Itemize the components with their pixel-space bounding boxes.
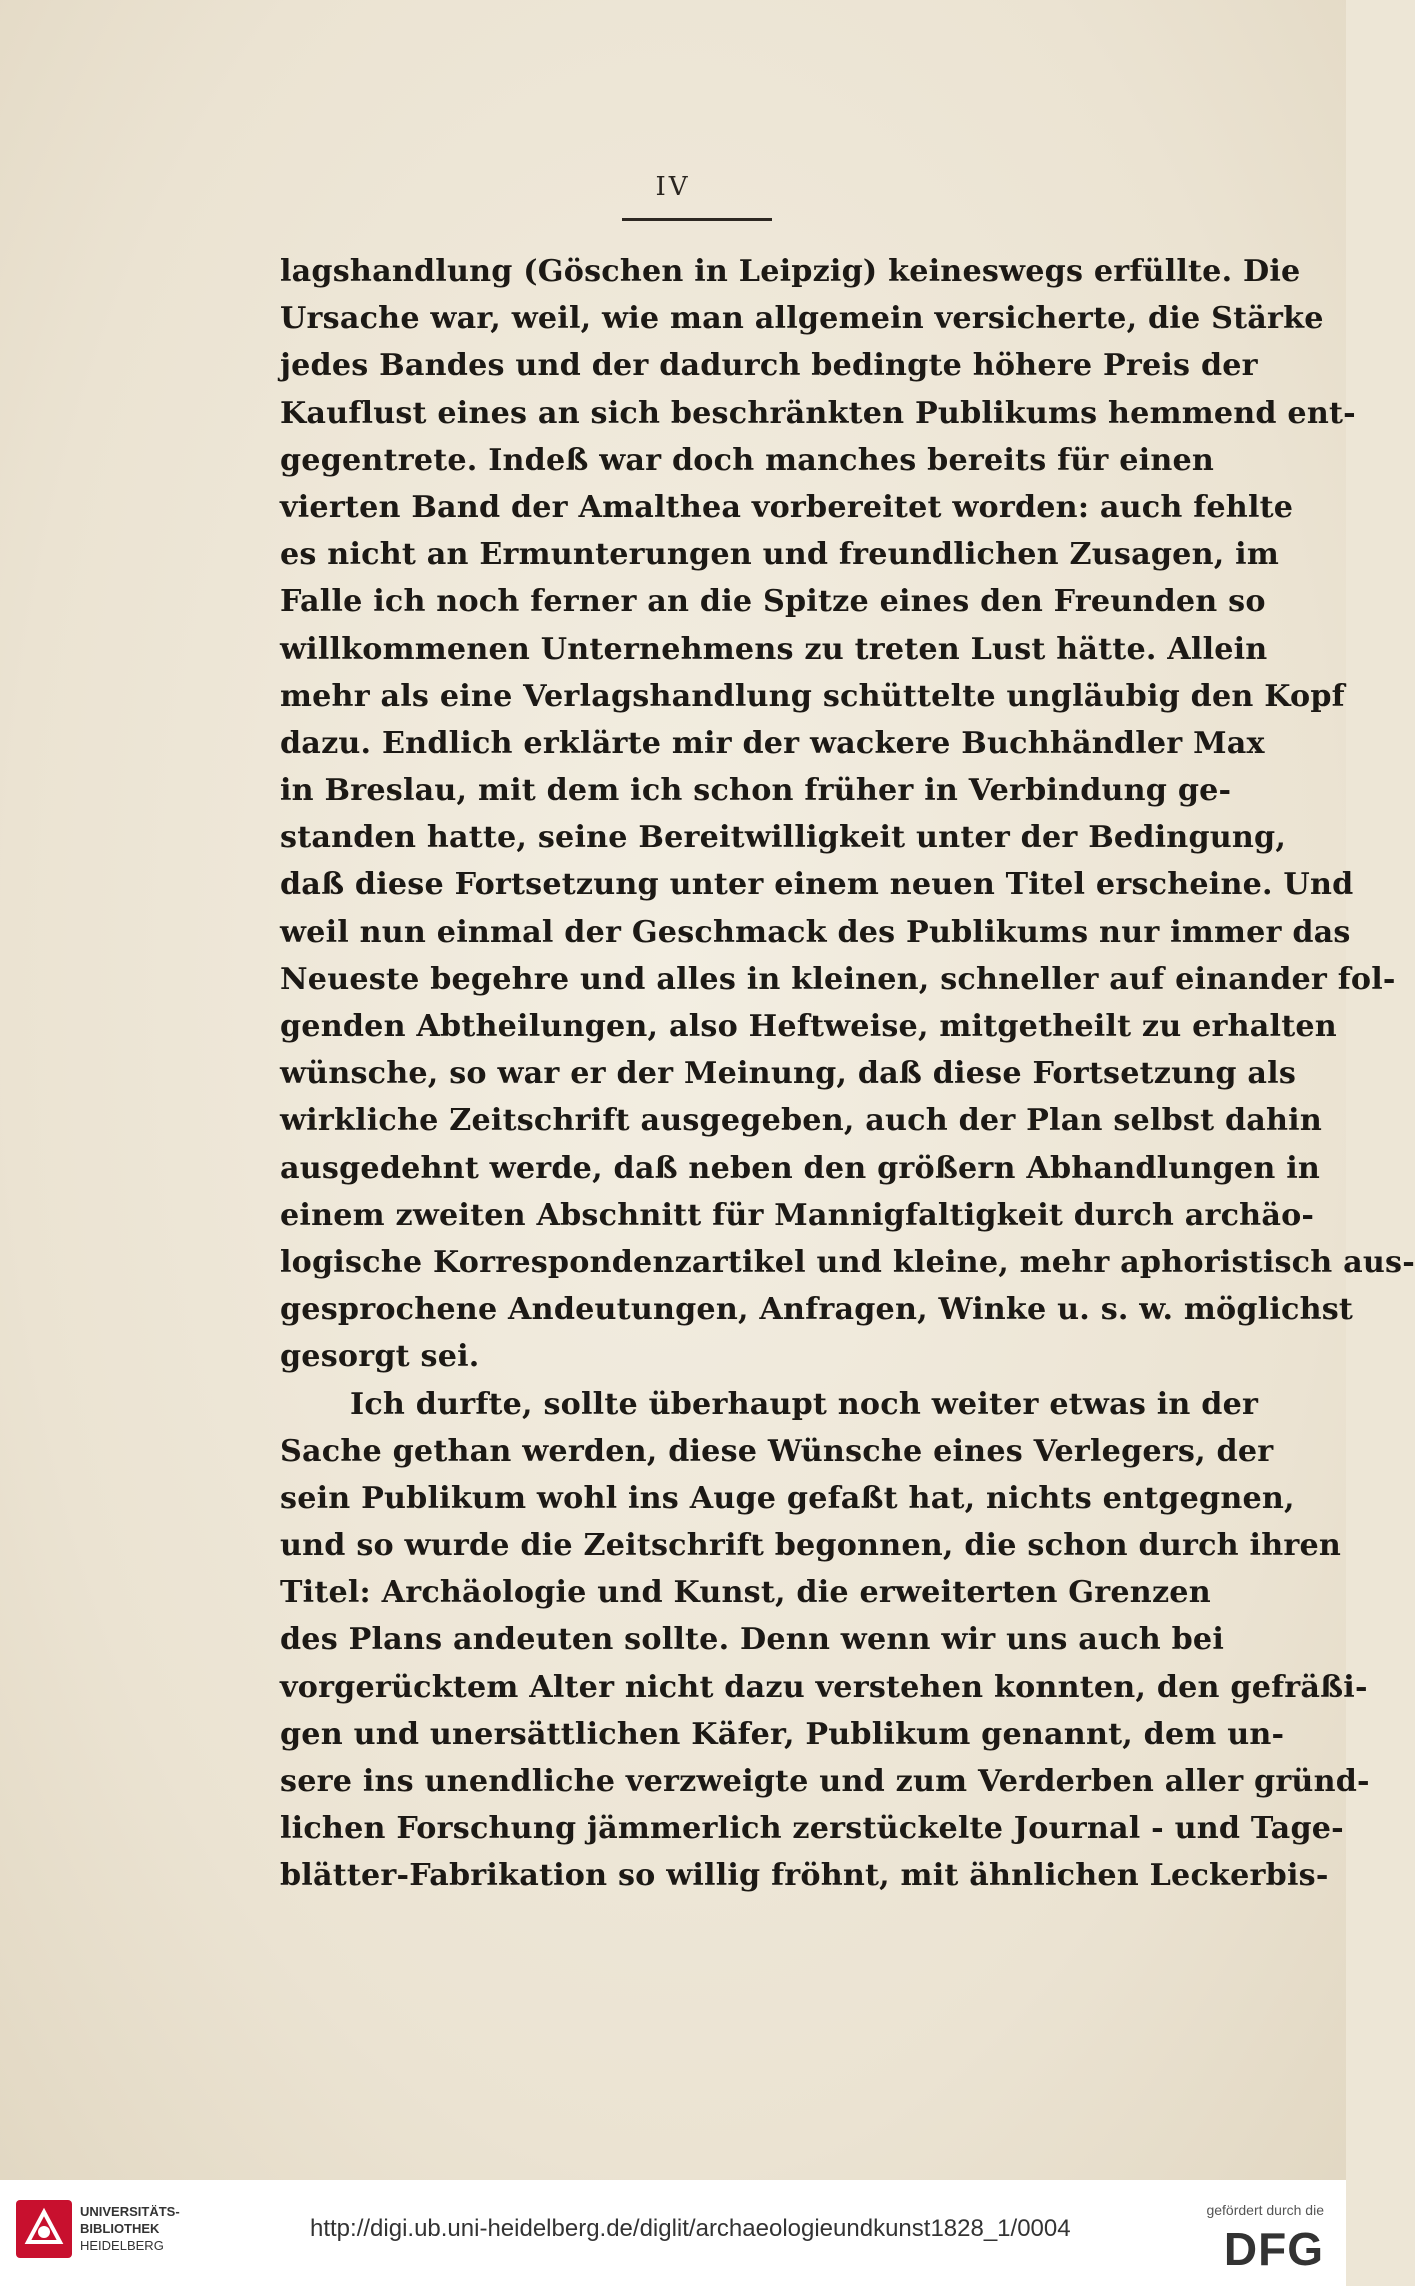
text-line: Falle ich noch ferner an die Spitze eines den Freunden so bbox=[280, 584, 1266, 620]
text-line: willkommenen Unternehmens zu treten Lust hätte. Allein bbox=[280, 631, 1268, 667]
text-line: logische Korrespondenzartikel und kleine, mehr aphoristisch aus- bbox=[280, 1244, 1415, 1280]
text-line: Titel: Archäologie und Kunst, die erweiterten Grenzen bbox=[280, 1575, 1211, 1611]
text-line: sere ins unendliche verzweigte und zum Verderben aller gründ- bbox=[280, 1764, 1370, 1799]
text-line: wirkliche Zeitschrift ausgegeben, auch der Plan selbst dahin bbox=[280, 1103, 1322, 1139]
text-line: genden Abtheilungen, also Heftweise, mitgetheilt zu erhalten bbox=[280, 1009, 1337, 1044]
dfg-logo: DFG bbox=[1223, 2223, 1324, 2275]
library-name-line-3: HEIDELBERG bbox=[80, 2238, 164, 2253]
text-line: Sache gethan werden, diese Wünsche eines Verlegers, der bbox=[280, 1433, 1274, 1469]
text-line: weil nun einmal der Geschmack des Publikums nur immer das bbox=[280, 914, 1351, 950]
text-line: daß diese Fortsetzung unter einem neuen Titel erscheine. Und bbox=[280, 867, 1354, 903]
text-line: gesorgt sei. bbox=[280, 1339, 480, 1375]
text-line: blätter-Fabrikation so willig fröhnt, mit ähnlichen Leckerbis- bbox=[280, 1858, 1329, 1894]
library-name-line-2: BIBLIOTHEK bbox=[80, 2221, 160, 2236]
text-line: in Breslau, mit dem ich schon früher in Verbindung ge- bbox=[280, 773, 1232, 809]
paragraph-2 bbox=[280, 1381, 1370, 1900]
body-text bbox=[280, 248, 1415, 1900]
text-line: sein Publikum wohl ins Auge gefaßt hat, nichts entgegnen, bbox=[280, 1480, 1295, 1516]
text-line: Ich durfte, sollte überhaupt noch weiter etwas in der bbox=[350, 1386, 1259, 1422]
text-line: dazu. Endlich erklärte mir der wackere Buchhändler Max bbox=[280, 725, 1265, 761]
text-line: Ursache war, weil, wie man allgemein versicherte, die Stärke bbox=[280, 301, 1324, 337]
text-line: wünsche, so war er der Meinung, daß diese Fortsetzung als bbox=[280, 1056, 1297, 1092]
text-line: einem zweiten Abschnitt für Mannigfaltigkeit durch archäo- bbox=[280, 1197, 1315, 1233]
library-name bbox=[80, 2203, 180, 2254]
text-line: des Plans andeuten sollte. Denn wenn wir uns auch bei bbox=[280, 1622, 1224, 1658]
text-line: ausgedehnt werde, daß neben den größern Abhandlungen in bbox=[280, 1150, 1321, 1186]
text-line: Neueste begehre und alles in kleinen, schneller auf einander fol- bbox=[280, 961, 1396, 997]
text-line: lagshandlung (Göschen in Leipzig) keineswegs erfüllte. Die bbox=[280, 254, 1301, 289]
university-seal-icon bbox=[14, 2198, 74, 2260]
text-line: es nicht an Ermunterungen und freundlichen Zusagen, im bbox=[280, 537, 1279, 573]
paragraph-1 bbox=[280, 248, 1415, 1381]
text-line: und so wurde die Zeitschrift begonnen, die schon durch ihren bbox=[280, 1528, 1342, 1564]
text-line: Kauflust eines an sich beschränkten Publikums hemmend ent- bbox=[280, 395, 1356, 431]
text-line: vorgerücktem Alter nicht dazu verstehen konnten, den gefräßi- bbox=[280, 1669, 1368, 1705]
text-line: lichen Forschung jämmerlich zerstückelte Journal - und Tage- bbox=[280, 1811, 1344, 1847]
text-line: vierten Band der Amalthea vorbereitet worden: auch fehlte bbox=[280, 489, 1294, 525]
permalink-url[interactable]: http://digi.ub.uni-heidelberg.de/diglit/archaeologieundkunst1828_1/0004 bbox=[310, 2215, 1071, 2242]
text-line: gegentrete. Indeß war doch manches bereits für einen bbox=[280, 442, 1215, 478]
header-rule bbox=[622, 218, 772, 221]
text-line: gen und unersättlichen Käfer, Publikum genannt, dem un- bbox=[280, 1716, 1285, 1752]
text-line: mehr als eine Verlagshandlung schüttelte ungläubig den Kopf bbox=[280, 678, 1345, 714]
funded-by-label: gefördert durch die bbox=[1206, 2202, 1324, 2218]
page-number: IV bbox=[655, 172, 691, 202]
text-line: gesprochene Andeutungen, Anfragen, Winke u. s. w. möglichst bbox=[280, 1292, 1354, 1328]
library-name-line-1: UNIVERSITÄTS- bbox=[80, 2204, 180, 2219]
text-line: standen hatte, seine Bereitwilligkeit unter der Bedingung, bbox=[280, 820, 1287, 856]
text-line: jedes Bandes und der dadurch bedingte höhere Preis der bbox=[280, 348, 1258, 384]
